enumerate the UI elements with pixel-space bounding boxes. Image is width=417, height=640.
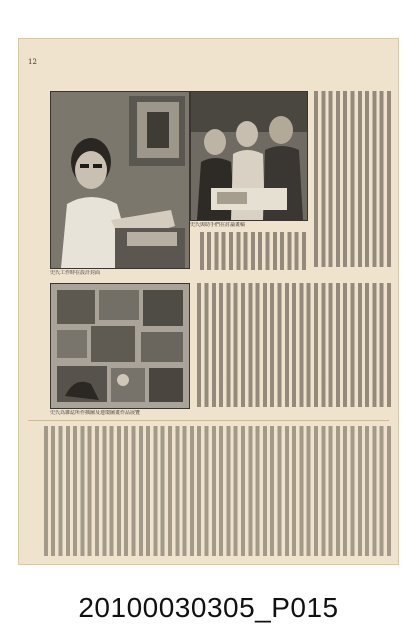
photo-group-discussion-image (191, 92, 307, 220)
page-number: 12 (28, 58, 37, 66)
photo-exhibition-wall-image (51, 284, 189, 408)
article-body-bottom (42, 426, 391, 556)
article-body-column-top-right (311, 91, 391, 267)
magazine-page (18, 38, 399, 565)
article-body-middle-upper (198, 232, 306, 270)
photo-exhibition-wall (50, 283, 190, 409)
photo-artist-at-desk-image (51, 92, 189, 268)
photo-artist-at-desk (50, 91, 190, 269)
photo-group-discussion (190, 91, 308, 221)
article-body-middle (196, 283, 391, 407)
document-identifier: 20100030305_P015 (78, 592, 339, 623)
photo-artist-at-desk-caption: 史氏工作時在設計封面 (50, 270, 101, 276)
photo-exhibition-wall-caption: 史氏為雜誌所作插圖及連環圖畫作品展覽 (50, 410, 141, 416)
photo-group-discussion-caption: 史氏與助手們在討論畫稿 (190, 222, 246, 228)
section-divider (28, 420, 389, 421)
